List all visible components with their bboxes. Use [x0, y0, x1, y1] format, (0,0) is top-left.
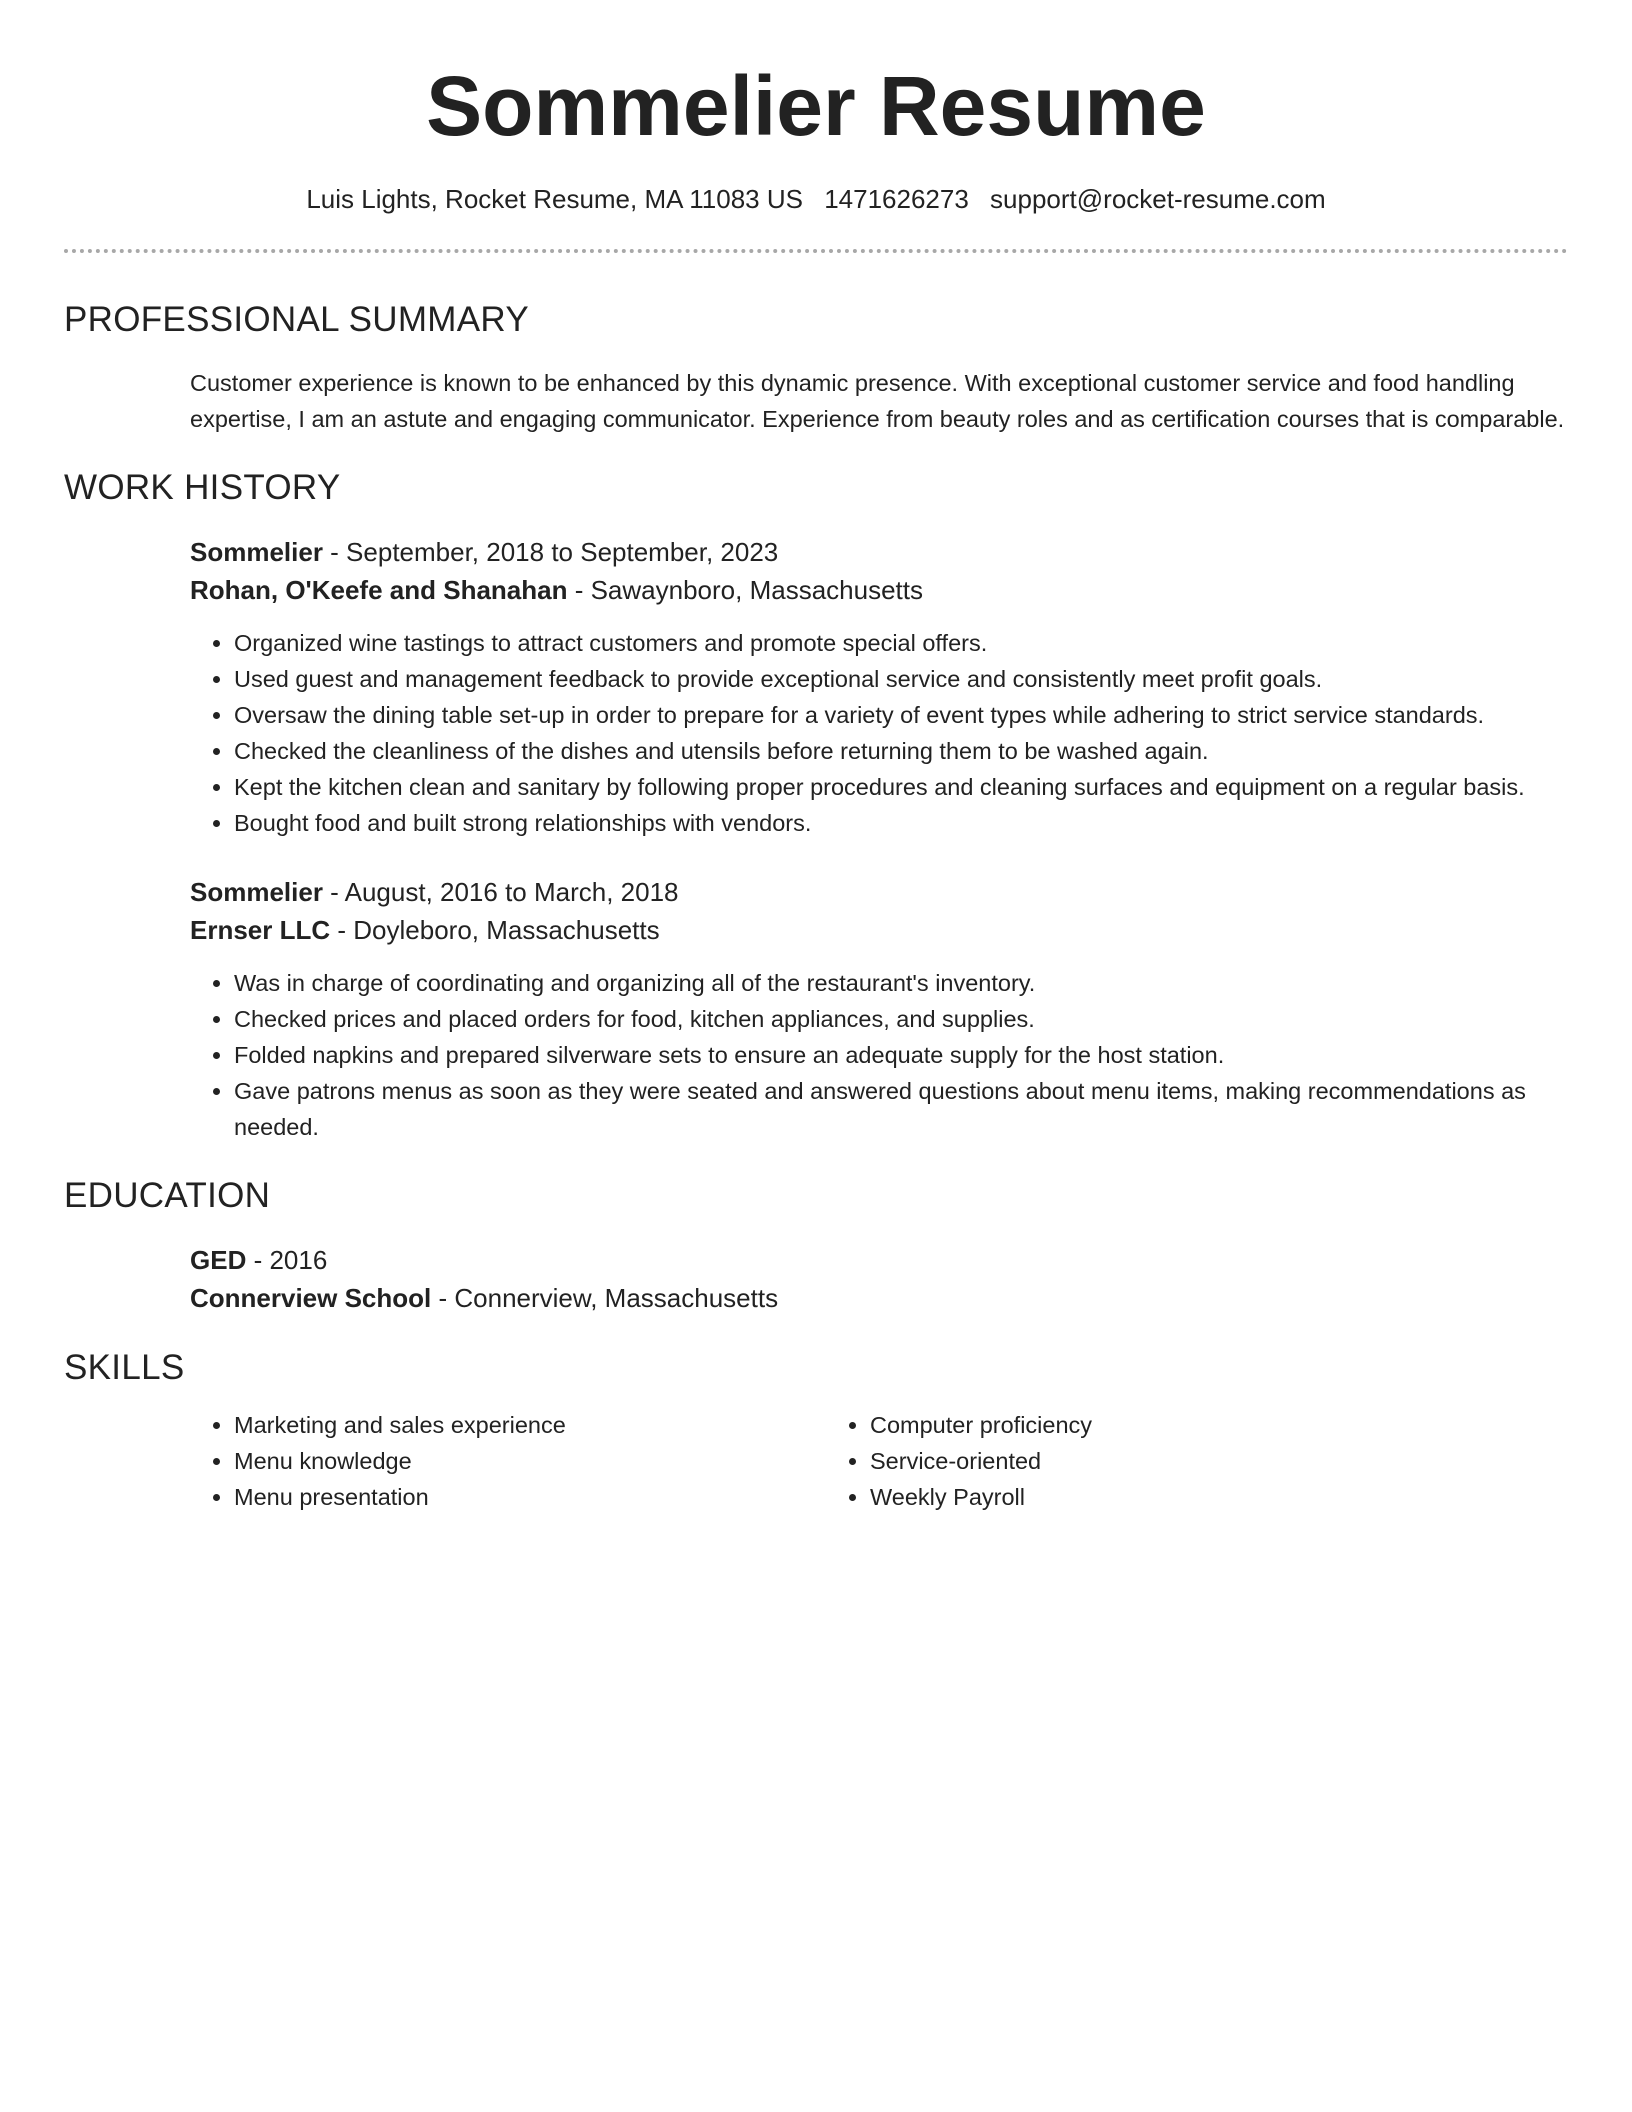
job-company: Ernser LLC	[190, 915, 331, 946]
job-bullets	[190, 965, 1568, 1145]
summary-section	[64, 299, 1568, 437]
list-item: • Computer proficiency	[870, 1407, 1462, 1443]
education-location: - Connerview, Massachusetts	[431, 1283, 779, 1314]
job-title-line	[190, 873, 1568, 911]
skills-list-right	[826, 1407, 1462, 1515]
job-title-line	[190, 533, 1568, 571]
list-item: • Kept the kitchen clean and sanitary by following proper procedures and cleaning surfaces and equipment on a regular basis.	[234, 769, 1568, 805]
work-heading: WORK HISTORY	[64, 468, 341, 508]
list-item: • Folded napkins and prepared silverware sets to ensure an adequate supply for the host station.	[234, 1037, 1568, 1073]
skills-columns	[64, 1407, 1568, 1515]
job-company-line	[190, 571, 1568, 609]
job-location: - Doyleboro, Massachusetts	[330, 915, 660, 946]
list-item: • Menu knowledge	[234, 1443, 826, 1479]
list-item: • Weekly Payroll	[870, 1479, 1462, 1515]
job-location: - Sawaynboro, Massachusetts	[567, 575, 923, 606]
job-dates: - August, 2016 to March, 2018	[322, 877, 679, 908]
contact-address: Luis Lights, Rocket Resume, MA 11083 US	[306, 184, 803, 214]
summary-heading: PROFESSIONAL SUMMARY	[64, 300, 529, 340]
contact-email: support@rocket-resume.com	[990, 184, 1326, 214]
list-item: • Checked the cleanliness of the dishes and utensils before returning them to be washed again.	[234, 733, 1568, 769]
job-dates: - September, 2018 to September, 2023	[322, 537, 779, 568]
contact-phone: 1471626273	[824, 184, 969, 214]
job-bullets	[190, 625, 1568, 841]
education-school-line	[190, 1279, 1568, 1317]
education-heading: EDUCATION	[64, 1176, 271, 1216]
list-item: • Organized wine tastings to attract customers and promote special offers.	[234, 625, 1568, 661]
education-year: - 2016	[246, 1245, 328, 1276]
job-company: Rohan, O'Keefe and Shanahan	[190, 575, 568, 606]
list-item: • Used guest and management feedback to provide exceptional service and consistently meet profit goals.	[234, 661, 1568, 697]
list-item: • Bought food and built strong relationships with vendors.	[234, 805, 1568, 841]
job-entry	[64, 533, 1568, 841]
job-company-line	[190, 911, 1568, 949]
education-school: Connerview School	[190, 1283, 432, 1314]
skills-heading: SKILLS	[64, 1348, 185, 1388]
education-degree: GED	[190, 1245, 247, 1276]
list-item: • Marketing and sales experience	[234, 1407, 826, 1443]
list-item: • Menu presentation	[234, 1479, 826, 1515]
job-entry	[64, 873, 1568, 1145]
list-item: • Checked prices and placed orders for food, kitchen appliances, and supplies.	[234, 1001, 1568, 1037]
list-item: • Was in charge of coordinating and organizing all of the restaurant's inventory.	[234, 965, 1568, 1001]
list-item: • Oversaw the dining table set-up in order to prepare for a variety of event types while adhering to strict service standards.	[234, 697, 1568, 733]
work-section	[64, 467, 1568, 1145]
education-degree-line	[190, 1241, 1568, 1279]
list-item: • Service-oriented	[870, 1443, 1462, 1479]
contact-line	[64, 184, 1568, 215]
job-title: Sommelier	[190, 537, 323, 568]
header-divider	[64, 249, 1568, 253]
skills-section	[64, 1347, 1568, 1515]
education-section	[64, 1175, 1568, 1317]
page-title: Sommelier Resume	[426, 59, 1206, 153]
summary-text: Customer experience is known to be enhanced by this dynamic presence. With exceptional customer service and food handling expertise, I am an astute and engaging communicator. Experience from beauty roles and as certification courses that is comparable.	[190, 370, 1565, 433]
education-entry	[64, 1241, 1568, 1317]
skills-list-left	[190, 1407, 826, 1515]
list-item: • Gave patrons menus as soon as they were seated and answered questions about menu items, making recommendations as needed.	[234, 1073, 1568, 1145]
job-title: Sommelier	[190, 877, 323, 908]
